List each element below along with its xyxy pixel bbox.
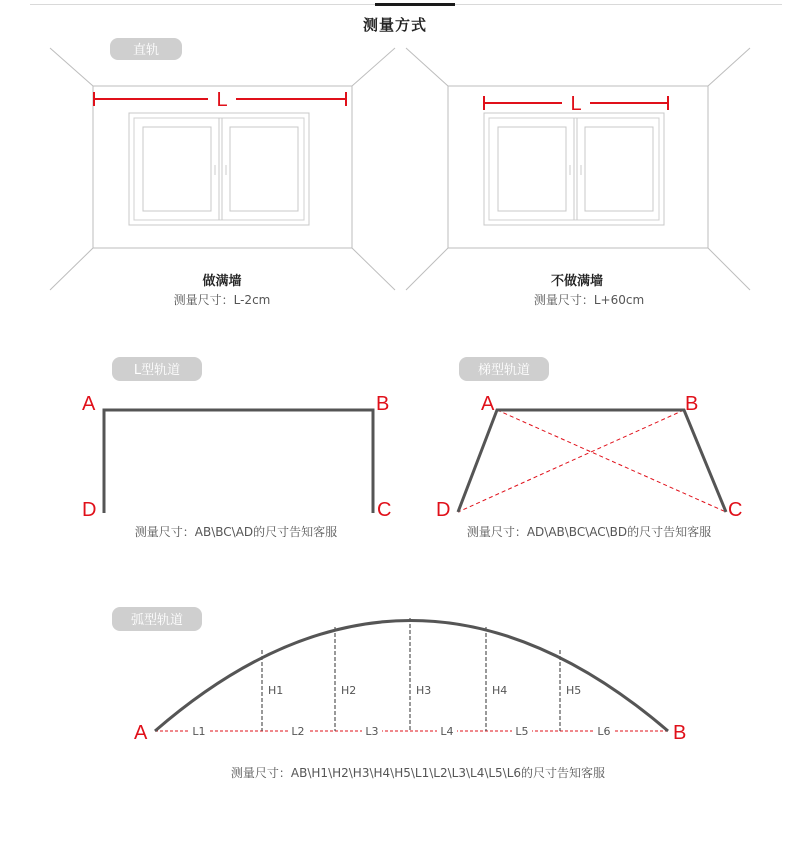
badge-straight-track <box>110 38 182 60</box>
trapezoid-diagonals <box>458 410 726 512</box>
label-h3: H3 <box>416 684 432 697</box>
label-h1: H1 <box>268 684 284 697</box>
svg-text:L型轨道: L型轨道 <box>133 363 181 378</box>
trapezoid-track-shape <box>458 410 726 512</box>
label-h2: H2 <box>341 684 357 697</box>
svg-text:直轨: 直轨 <box>132 43 160 58</box>
trap-point-c: C <box>728 499 743 521</box>
trap-point-d: D <box>436 499 451 521</box>
arc-height-lines <box>262 618 560 731</box>
arc-point-a: A <box>134 722 148 744</box>
label-h5: H5 <box>566 684 582 697</box>
label-h4: H4 <box>492 684 508 697</box>
length-marker-full-wall <box>94 89 346 111</box>
page-title: 测量方式 <box>362 16 427 34</box>
formula-arc-track: 测量尺寸：AB\H1\H2\H3\H4\H5\L1\L2\L3\L4\L5\L6的尺寸告知客服 <box>230 766 606 780</box>
l-point-c: C <box>377 499 392 521</box>
formula-partial-wall: 测量尺寸：L+60cm <box>533 293 645 307</box>
label-l3: L3 <box>365 725 379 738</box>
length-label: L <box>570 93 582 115</box>
label-l2: L2 <box>291 725 305 738</box>
label-l4: L4 <box>440 725 454 738</box>
formula-l-track: 测量尺寸：AB\BC\AD的尺寸告知客服 <box>134 525 338 539</box>
l-point-d: D <box>82 499 97 521</box>
trap-point-a: A <box>481 393 495 415</box>
room-full-wall <box>50 48 395 290</box>
formula-full-wall: 测量尺寸：L-2cm <box>173 293 271 307</box>
badge-trapezoid-track <box>459 357 549 381</box>
arc-point-b: B <box>673 722 687 744</box>
caption-partial-wall: 不做满墙 <box>550 274 604 289</box>
arc-track-shape <box>155 621 668 732</box>
caption-full-wall: 做满墙 <box>202 274 242 289</box>
trap-point-b: B <box>685 393 699 415</box>
badge-arc-track <box>112 607 202 631</box>
l-track-shape <box>104 410 373 513</box>
label-l1: L1 <box>192 725 206 738</box>
label-l5: L5 <box>515 725 529 738</box>
svg-text:梯型轨道: 梯型轨道 <box>477 363 531 378</box>
length-marker-partial-wall <box>484 93 668 115</box>
l-point-b: B <box>376 393 390 415</box>
l-point-a: A <box>82 393 96 415</box>
label-l6: L6 <box>597 725 611 738</box>
room-partial-wall <box>406 48 750 290</box>
formula-trapezoid-track: 测量尺寸：AD\AB\BC\AC\BD的尺寸告知客服 <box>466 525 712 539</box>
svg-text:弧型轨道: 弧型轨道 <box>130 613 184 628</box>
badge-l-track <box>112 357 202 381</box>
length-label: L <box>216 89 228 111</box>
